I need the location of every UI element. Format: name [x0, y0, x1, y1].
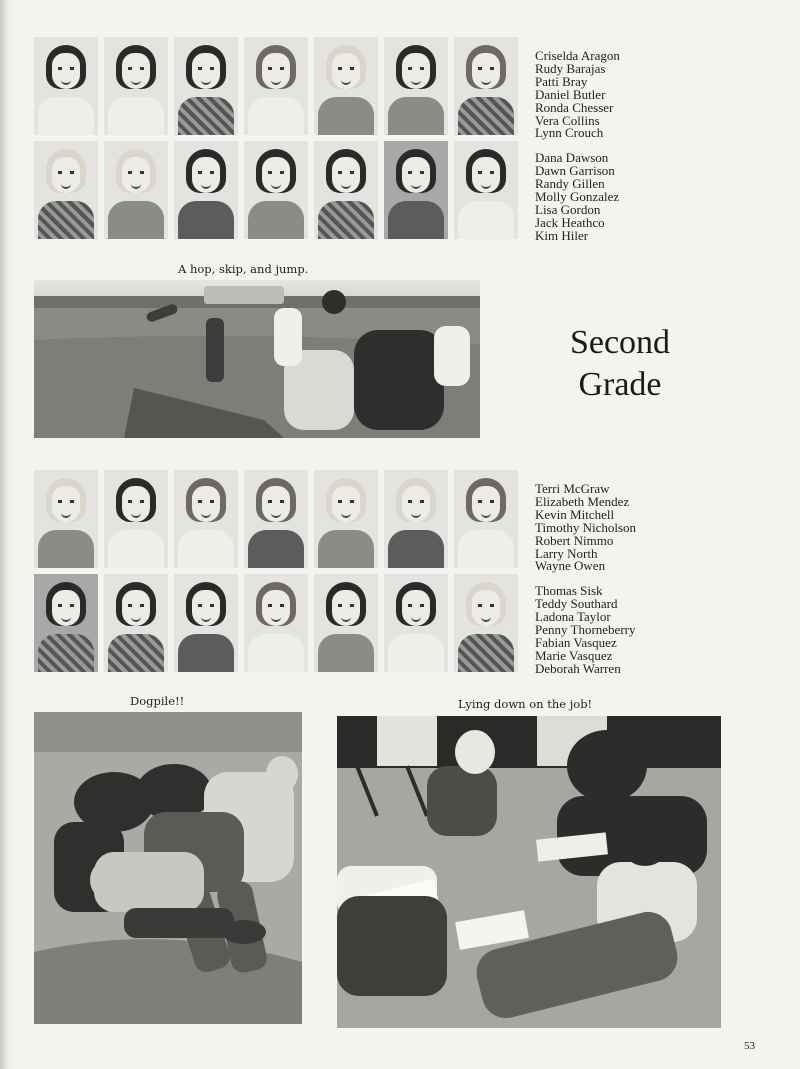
- student-name: Dawn Garrison: [535, 163, 615, 179]
- portrait-photo: [454, 470, 518, 568]
- portrait-photo: [174, 470, 238, 568]
- dogpile-photo: [34, 712, 302, 1024]
- student-name: Molly Gonzalez: [535, 189, 620, 205]
- portrait-grid-b: [34, 470, 518, 672]
- student-name: Teddy Southard: [535, 596, 618, 612]
- student-name: Terri McGraw: [535, 481, 610, 496]
- portrait-photo: [34, 141, 98, 239]
- portrait-photo: [174, 574, 238, 672]
- student-name: Elizabeth Mendez: [535, 493, 630, 509]
- portrait-photo: [384, 37, 448, 135]
- portrait-photo: [104, 37, 168, 135]
- portrait-photo: [384, 574, 448, 672]
- portrait-photo: [34, 470, 98, 568]
- student-name: Kevin Mitchell: [535, 506, 615, 522]
- page-binding-edge: [0, 0, 14, 1069]
- student-name: Deborah Warren: [535, 660, 621, 676]
- portrait-photo: [454, 141, 518, 239]
- reading-photo: [337, 716, 721, 1028]
- student-name: Timothy Nicholson: [535, 519, 637, 535]
- portrait-photo: [384, 141, 448, 239]
- student-name: Larry North: [535, 545, 598, 561]
- portrait-photo: [314, 574, 378, 672]
- name-list-group-a: [535, 50, 620, 243]
- portrait-photo: [244, 37, 308, 135]
- portrait-photo: [454, 574, 518, 672]
- student-name: Randy Gillen: [535, 176, 605, 192]
- playground-caption: A hop, skip, and jump.: [178, 262, 309, 276]
- student-name: Thomas Sisk: [535, 583, 603, 599]
- dogpile-caption: Dogpile!!: [130, 694, 185, 708]
- section-title-line: Grade: [578, 366, 662, 403]
- student-name: Ronda Chesser: [535, 99, 614, 115]
- portrait-photo: [104, 141, 168, 239]
- portrait-photo: [314, 37, 378, 135]
- page-number: 53: [744, 1040, 755, 1052]
- section-title-line: Second: [569, 324, 671, 361]
- student-name: Patti Bray: [535, 73, 588, 89]
- student-name: Ladona Taylor: [535, 609, 611, 625]
- student-name: Marie Vasquez: [535, 647, 613, 663]
- student-name: Dana Dawson: [535, 150, 609, 166]
- portrait-photo: [244, 470, 308, 568]
- section-title: [540, 322, 700, 406]
- portrait-photo: [244, 141, 308, 239]
- portrait-photo: [174, 141, 238, 239]
- reading-caption: Lying down on the job!: [458, 697, 593, 711]
- student-name: Criselda Aragon: [535, 48, 620, 63]
- portrait-photo: [34, 574, 98, 672]
- portrait-photo: [384, 470, 448, 568]
- portrait-photo: [314, 470, 378, 568]
- portrait-photo: [104, 470, 168, 568]
- portrait-photo: [454, 37, 518, 135]
- student-name: Lisa Gordon: [535, 201, 601, 217]
- student-name: Kim Hiler: [535, 227, 589, 243]
- portrait-photo: [34, 37, 98, 135]
- student-name: Penny Thorneberry: [535, 622, 636, 638]
- student-name: Daniel Butler: [535, 86, 606, 102]
- portrait-photo: [174, 37, 238, 135]
- student-name: Rudy Barajas: [535, 60, 606, 76]
- portrait-photo: [104, 574, 168, 672]
- student-name: Robert Nimmo: [535, 532, 614, 548]
- portrait-grid-a: [34, 37, 518, 239]
- playground-photo: [34, 280, 480, 438]
- student-name: Vera Collins: [535, 112, 600, 128]
- student-name: Wayne Owen: [535, 558, 606, 574]
- student-name: Lynn Crouch: [535, 125, 604, 141]
- student-name: Jack Heathco: [535, 214, 605, 230]
- student-name: Fabian Vasquez: [535, 634, 617, 650]
- portrait-photo: [244, 574, 308, 672]
- name-list-group-b: [535, 483, 636, 676]
- portrait-photo: [314, 141, 378, 239]
